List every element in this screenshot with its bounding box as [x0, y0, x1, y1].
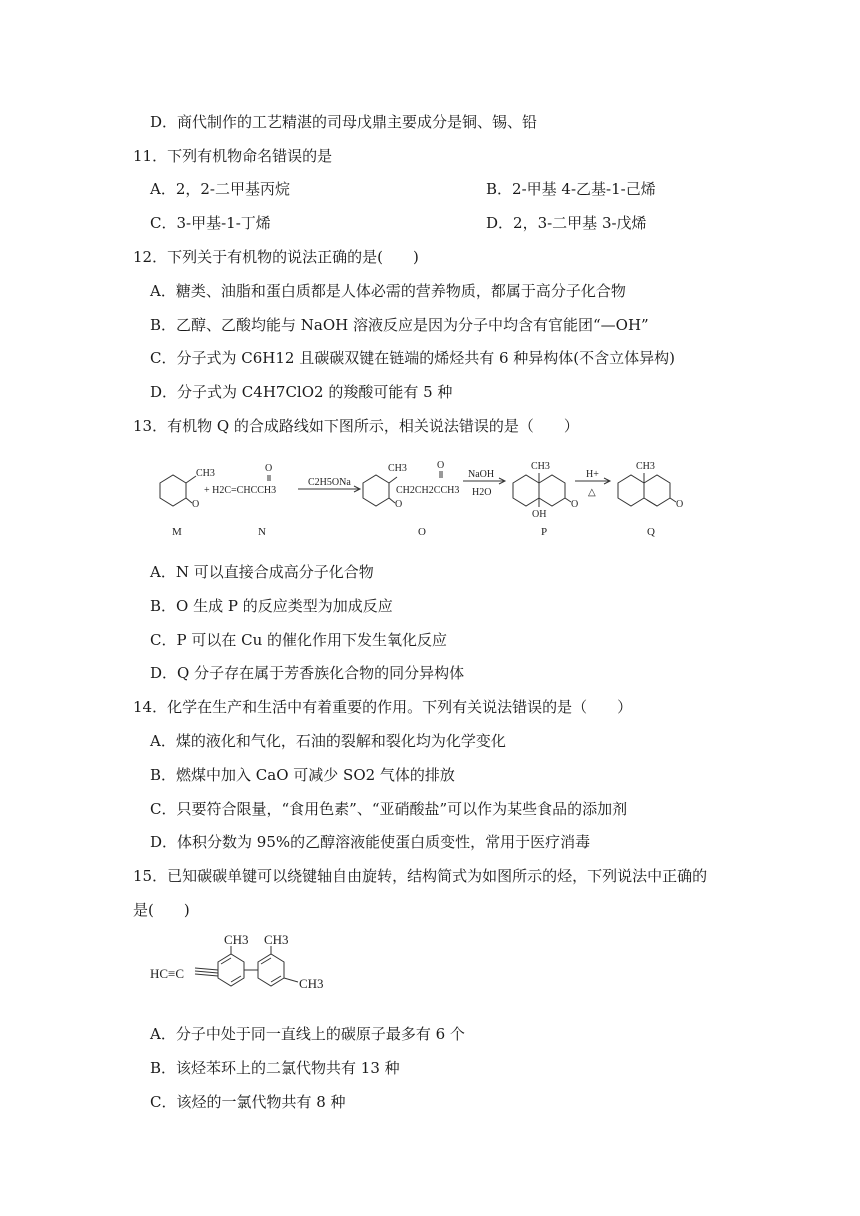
- q13-option-b: B．O 生成 P 的反应类型为加成反应: [150, 597, 393, 615]
- ch3-left: CH3: [224, 932, 249, 947]
- q12-option-d: D．分子式为 C4H7ClO2 的羧酸可能有 5 种: [150, 383, 453, 401]
- q14-option-b: B．燃煤中加入 CaO 可减少 SO2 气体的排放: [150, 766, 455, 784]
- q14-option-d: D．体积分数为 95%的乙醇溶液能使蛋白质变性，常用于医疗消毒: [150, 833, 591, 851]
- q12-option-c: C．分子式为 C6H12 且碳碳双键在链端的烯烃共有 6 种异构体(不含立体异构): [150, 349, 675, 367]
- q15-option-a: A．分子中处于同一直线上的碳原子最多有 6 个: [150, 1025, 465, 1043]
- alkyne-group: HC≡C: [150, 966, 185, 981]
- p-ch3: CH3: [531, 461, 550, 472]
- q13-option-d: D．Q 分子存在属于芳香族化合物的同分异构体: [150, 664, 465, 682]
- reagent-c2h5ona: C2H5ONa: [308, 477, 351, 488]
- q-ch3: CH3: [636, 461, 655, 472]
- q15-option-b: B．该烃苯环上的二氯代物共有 13 种: [150, 1059, 400, 1077]
- question-11: 11．下列有机物命名错误的是: [133, 147, 333, 165]
- o-ch3: CH3: [388, 463, 407, 474]
- question-12: 12．下列关于有机物的说法正确的是( ): [133, 248, 419, 266]
- q14-option-a: A．煤的液化和气化，石油的裂解和裂化均为化学变化: [150, 732, 506, 750]
- q-oxygen: O: [676, 499, 684, 510]
- o-chain: CH2CH2CCH3: [396, 485, 460, 496]
- q13-option-c: C．P 可以在 Cu 的催化作用下发生氧化反应: [150, 631, 448, 649]
- reaction-scheme-q13: [150, 455, 695, 545]
- ch3-para: CH3: [299, 976, 324, 991]
- p-hydroxyl: OH: [532, 509, 547, 520]
- o-oxygen: O: [395, 499, 403, 510]
- q12-option-b: B．乙醇、乙酸均能与 NaOH 溶液反应是因为分子中均含有官能团“—OH”: [150, 316, 649, 334]
- label-o: O: [418, 526, 426, 538]
- q10-option-d: D．商代制作的工艺精湛的司母戊鼎主要成分是铜、锡、铅: [150, 113, 538, 131]
- m-oxygen: O: [192, 499, 200, 510]
- label-q: Q: [647, 526, 655, 538]
- q11-option-c: C．3-甲基-1-丁烯: [150, 214, 271, 232]
- question-15-continued: 是( ): [133, 901, 190, 919]
- q13-option-a: A．N 可以直接合成高分子化合物: [150, 563, 374, 581]
- label-n: N: [258, 526, 266, 538]
- m-ch3: CH3: [196, 468, 215, 479]
- q12-option-a: A．糖类、油脂和蛋白质都是人体必需的营养物质，都属于高分子化合物: [150, 282, 626, 300]
- n-formula: + H2C=CHCCH3: [204, 485, 277, 496]
- q11-option-b: B．2-甲基 4-乙基-1-己烯: [486, 180, 656, 198]
- ch3-right: CH3: [264, 932, 289, 947]
- question-14: 14．化学在生产和生活中有着重要的作用。下列有关说法错误的是（ ）: [133, 698, 633, 716]
- reagent-acid: H+: [586, 469, 599, 480]
- q15-option-c: C．该烃的一氯代物共有 8 种: [150, 1093, 346, 1111]
- structure-q15: [148, 932, 348, 1010]
- reagent-heat: △: [588, 487, 596, 498]
- o-chain-oxygen: O: [437, 460, 445, 471]
- label-p: P: [541, 526, 548, 538]
- q11-option-d: D．2，3-二甲基 3-戊烯: [486, 214, 647, 232]
- q14-option-c: C．只要符合限量，“食用色素”、“亚硝酸盐”可以作为某些食品的添加剂: [150, 800, 628, 818]
- reagent-h2o: H2O: [472, 487, 492, 498]
- q11-option-a: A．2，2-二甲基丙烷: [150, 180, 290, 198]
- label-m: M: [172, 526, 182, 538]
- p-oxygen: O: [571, 499, 579, 510]
- question-15: 15．已知碳碳单键可以绕键轴自由旋转，结构简式为如图所示的烃，下列说法中正确的: [133, 867, 708, 885]
- reagent-naoh: NaOH: [468, 469, 495, 480]
- question-13: 13．有机物 Q 的合成路线如下图所示，相关说法错误的是（ ）: [133, 417, 579, 435]
- n-oxygen: O: [265, 463, 273, 474]
